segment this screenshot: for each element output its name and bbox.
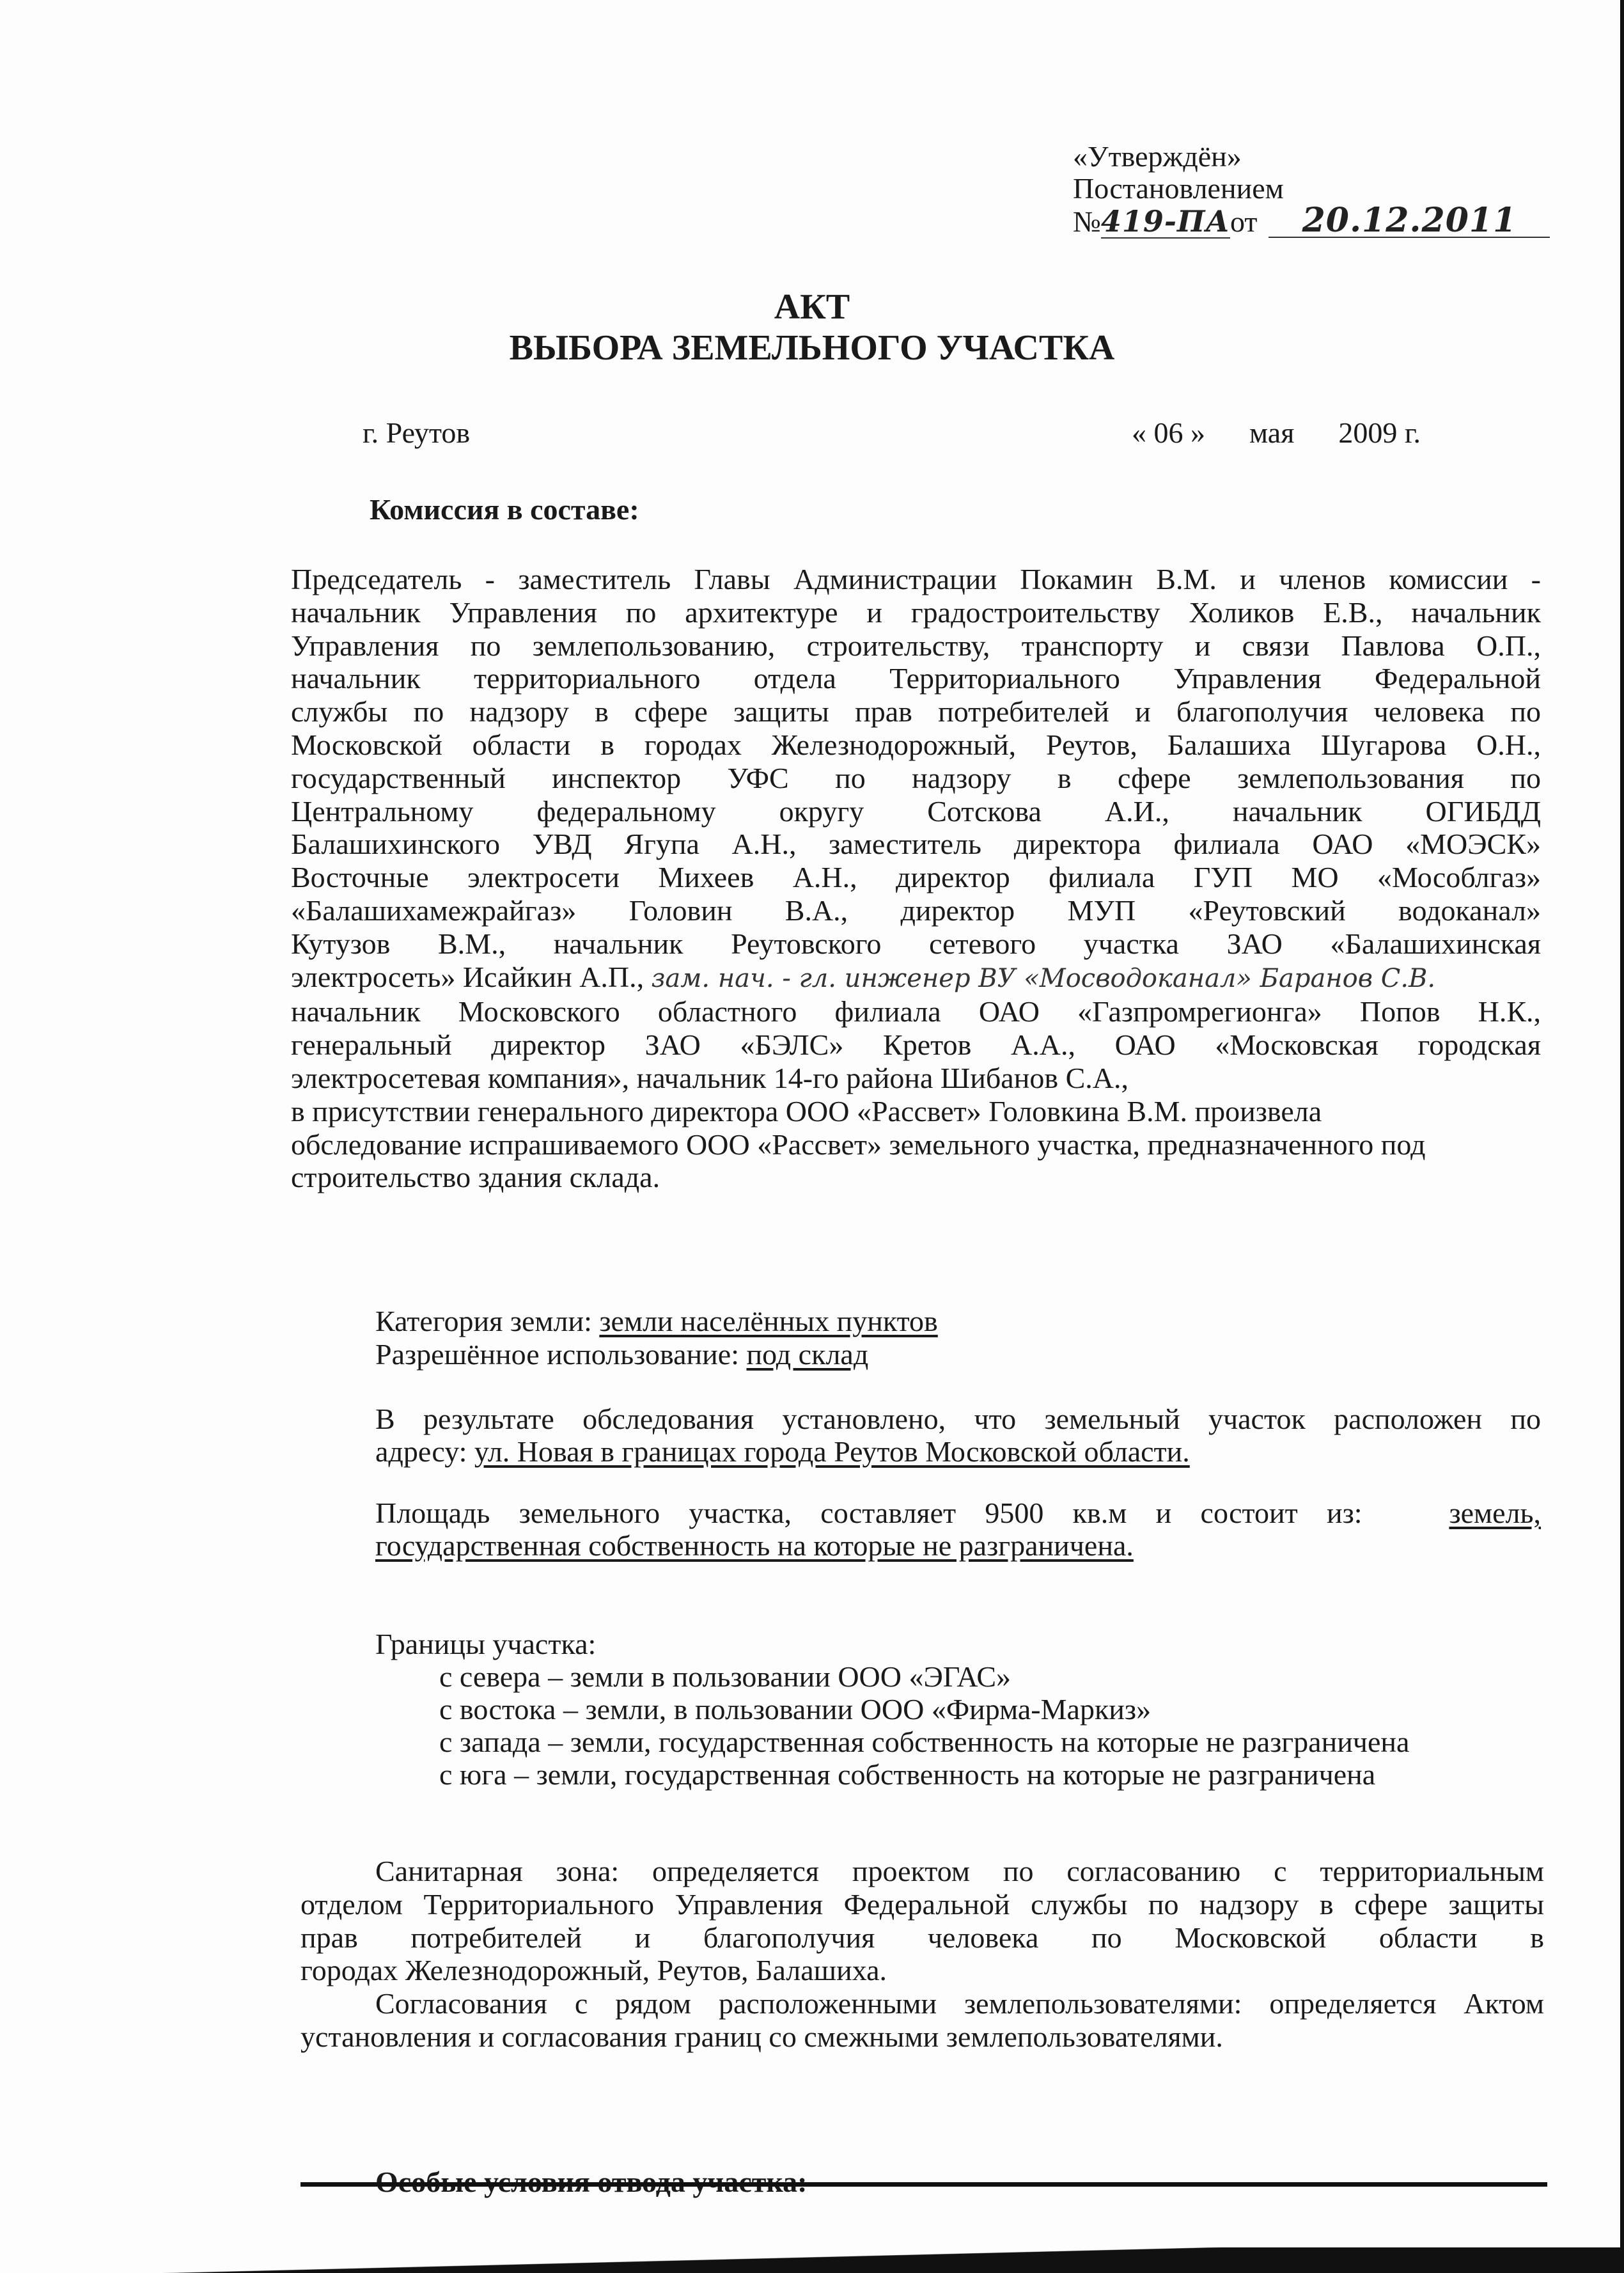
resolution-label: Постановлением bbox=[1073, 172, 1284, 205]
members-line: начальник территориального отдела Территориального Управления Федеральной bbox=[291, 662, 1541, 695]
members-line: Восточные электросети Михеев А.Н., директор филиала ГУП МО «Мособлгаз» bbox=[291, 861, 1541, 894]
act-date bbox=[1132, 416, 1421, 450]
divider-line bbox=[301, 2182, 1547, 2187]
members-line: в присутствии генерального директора ООО «Рассвет» Головкина В.М. произвела bbox=[291, 1094, 1322, 1128]
boundaries-heading: Границы участка: bbox=[375, 1628, 597, 1660]
land-category-value: земли населённых пунктов bbox=[599, 1305, 938, 1337]
doc-subtitle: ВЫБОРА ЗЕМЕЛЬНОГО УЧАСТКА bbox=[509, 328, 1115, 368]
boundary-west: с запада – земли, государственная собственность на которые не разграничена bbox=[439, 1726, 1410, 1758]
scan-edge-bottom bbox=[0, 2247, 1624, 2273]
members-line: Управления по землепользованию, строительству, транспорту и связи Павлова О.П., bbox=[291, 629, 1541, 662]
members-line: электросетевая компания», начальник 14-го района Шибанов С.А., bbox=[291, 1061, 1128, 1094]
members-line: строительство здания склада. bbox=[291, 1161, 660, 1194]
sanitary-zone: Санитарная зона: определяется проектом по согласованию с территориальным отделом Территориального Управления Федеральной службы по надзору в сфере защиты прав потребителей и благополучия человека по Московской области в городах Железнодорожный, Реутов, Балашиха. Согласования с рядом расположенными землепользователями: определяется Актом установления и согласования границ со смежными землепользователями. bbox=[301, 1855, 1544, 2053]
members-line: государственный инспектор УФС по надзору в сфере землепользования по bbox=[291, 761, 1541, 794]
members-line: Балашихинского УВД Ягупа А.Н., заместитель директора филиала ОАО «МОЭСК» bbox=[291, 828, 1541, 861]
land-category-label: Категория земли: bbox=[375, 1305, 592, 1337]
commission-heading: Комиссия в составе: bbox=[370, 493, 639, 526]
survey-result: В результате обследования установлено, что земельный участок расположен по адресу: ул. Новая в границах города Реутов Московской области. bbox=[375, 1403, 1541, 1468]
permitted-use-value: под склад bbox=[746, 1338, 869, 1371]
land-category bbox=[375, 1305, 1541, 1337]
area-block: Площадь земельного участка, составляет 9500 кв.м и состоит из: земель, государственная собственность на которые не разграничена. bbox=[375, 1497, 1541, 1562]
members-line: «Балашихамежрайгаз» Головин В.А., директор МУП «Реутовский водоканал» bbox=[291, 893, 1541, 927]
members-line: службы по надзору в сфере защиты прав потребителей и благополучия человека по bbox=[291, 695, 1541, 728]
commission-members bbox=[291, 563, 1541, 1194]
date-day: « 06 » bbox=[1132, 416, 1205, 449]
approved-label: «Утверждён» bbox=[1073, 140, 1242, 173]
members-line: обследование испрашиваемого ООО «Рассвет» земельного участка, предназначенного под bbox=[291, 1128, 1426, 1161]
date-month: мая bbox=[1249, 416, 1295, 449]
handwritten-insertion: зам. нач. - гл. инженер ВУ «Мосводоканал» Баранов С.В. bbox=[651, 963, 1436, 993]
from-label: от bbox=[1230, 205, 1258, 238]
resolution-number-line bbox=[1073, 201, 1550, 240]
place: г. Реутов bbox=[363, 416, 471, 449]
members-line: Московской области в городах Железнодорожный, Реутов, Балашиха Шугарова О.Н., bbox=[291, 728, 1541, 761]
date-year: 2009 г. bbox=[1338, 416, 1421, 449]
boundary-south: с юга – земли, государственная собственность на которые не разграничена bbox=[439, 1758, 1376, 1791]
boundary-north: с севера – земли в пользовании ООО «ЭГАС» bbox=[439, 1660, 1011, 1693]
doc-title: АКТ bbox=[774, 287, 850, 327]
permitted-use-label: Разрешённое использование: bbox=[375, 1338, 739, 1371]
boundary-east: с востока – земли, в пользовании ООО «Фирма-Маркиз» bbox=[439, 1693, 1152, 1726]
members-line: Центральному федеральному округу Сотскова А.И., начальник ОГИБДД bbox=[291, 794, 1541, 828]
resolution-number-handwritten: 419-ПА bbox=[1100, 204, 1230, 239]
area-ownership: государственная собственность на которые не разграничена. bbox=[375, 1529, 1134, 1562]
members-line: начальник Московского областного филиала ОАО «Газпромрегионга» Попов Н.К., bbox=[291, 995, 1541, 1028]
permitted-use bbox=[375, 1338, 1541, 1371]
approval-block bbox=[1073, 141, 1550, 239]
number-prefix: № bbox=[1073, 205, 1101, 238]
boundaries-list bbox=[439, 1660, 1409, 1791]
agreements: Согласования с рядом расположенными землепользователями: определяется Актом bbox=[375, 1987, 1544, 2020]
members-line: Кутузов В.М., начальник Реутовского сетевого участка ЗАО «Балашихинская bbox=[291, 927, 1541, 960]
members-line: генеральный директор ЗАО «БЭЛС» Кретов А.А., ОАО «Московская городская bbox=[291, 1028, 1541, 1062]
members-line: начальник Управления по архитектуре и градостроительству Холиков Е.В., начальник bbox=[291, 595, 1541, 629]
members-line-with-handwriting: электросеть» Исайкин А.П., зам. нач. - гл. инженер ВУ «Мосводоканал» Баранов С.В. bbox=[291, 960, 1436, 993]
resolution-date-handwritten: 20.12.2011 bbox=[1269, 205, 1550, 238]
address-value: ул. Новая в границах города Реутов Московской области. bbox=[474, 1435, 1190, 1468]
members-line: Председатель - заместитель Главы Администрации Покамин В.М. и членов комиссии - bbox=[291, 563, 1541, 595]
